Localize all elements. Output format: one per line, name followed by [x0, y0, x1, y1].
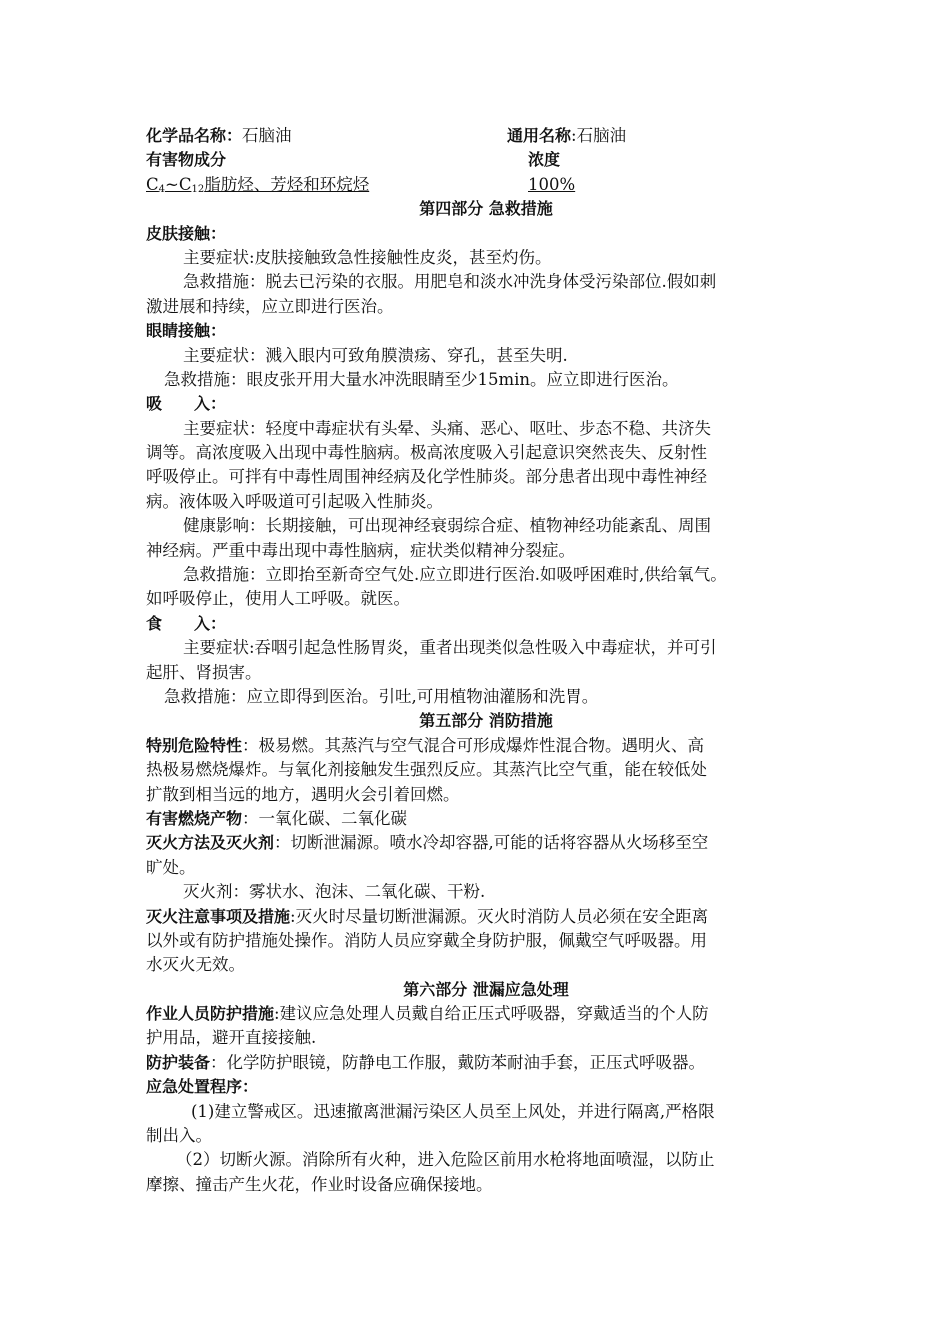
- inhalation-first-aid-line1: 急救措施：立即抬至新奇空气处.应立即进行医治.如吸呼困难时,供给氧气。: [183, 565, 727, 585]
- document-page: [146, 124, 826, 1197]
- personal-protection-label: 作业人员防护措施: [146, 1004, 275, 1024]
- skin-symptoms: 主要症状:皮肤接触致急性接触性皮炎，甚至灼伤。: [183, 247, 552, 267]
- skin-first-aid-line2: 激进展和持续，应立即进行医治。: [146, 296, 394, 316]
- ingestion-first-aid: 急救措施：应立即得到医治。引吐,可用植物油灌肠和洗胃。: [164, 686, 599, 706]
- eye-first-aid: 急救措施：眼皮张开用大量水冲洗眼睛至少15min。应立即进行医治。: [164, 369, 679, 389]
- common-name-value: :石脑油: [571, 126, 627, 145]
- common-name: [507, 124, 626, 148]
- inhalation-symptoms-line3: 呼吸停止。可拌有中毒性周围神经病及化学性肺炎。部分患者出现中毒性神经: [146, 467, 707, 487]
- ingestion-symptoms-line2: 起肝、肾损害。: [146, 662, 262, 682]
- hazard-component-label: 有害物成分: [146, 150, 227, 170]
- concentration-label: 浓度: [528, 150, 561, 170]
- procedure-step2-line1: （2）切断火源。消除所有火种，进入危险区前用水枪将地面喷湿，以防止: [176, 1150, 715, 1170]
- inhalation-label: 吸 入：: [146, 394, 227, 414]
- component-row: [146, 173, 826, 197]
- protective-equipment: 防护装备：化学防护眼镜，防静电工作服，戴防苯耐油手套，正压式呼吸器。: [146, 1052, 706, 1072]
- inhalation-symptoms-line1: 主要症状：轻度中毒症状有头晕、头痛、恶心、呕吐、步态不稳、共济失: [183, 418, 711, 438]
- combustion-products: 有害燃烧产物：一氧化碳、二氧化碳: [146, 808, 408, 828]
- combustion-products-label: 有害燃烧产物: [146, 808, 243, 828]
- eye-contact-label: 眼睛接触：: [146, 321, 227, 341]
- special-hazard-label: 特别危险特性: [146, 735, 243, 755]
- concentration-value: 100%: [528, 174, 576, 194]
- common-name-label: 通用名称: [507, 126, 572, 145]
- protective-equipment-label: 防护装备: [146, 1052, 211, 1072]
- skin-first-aid-line1: 急救措施：脱去已污染的衣服。用肥皂和淡水冲洗身体受污染部位.假如刺: [183, 272, 717, 292]
- personal-protection-line1: 作业人员防护措施:建议应急处理人员戴自给正压式呼吸器，穿戴适当的个人防: [146, 1004, 709, 1024]
- special-hazard-line3: 扩散到相当远的地方，遇明火会引着回燃。: [146, 784, 460, 804]
- chem-name-value: 石脑油: [242, 126, 292, 145]
- skin-contact-label: 皮肤接触：: [146, 223, 227, 243]
- section-5-title: 第五部分 消防措施: [419, 711, 553, 731]
- inhalation-first-aid-line2: 如呼吸停止，使用人工呼吸。就医。: [146, 589, 410, 609]
- procedure-step1-line2: 制出入。: [146, 1126, 212, 1146]
- extinguish-method-label: 灭火方法及灭火剂: [146, 833, 275, 853]
- inhalation-symptoms-line4: 病。液体吸入呼吸道可引起吸入性肺炎。: [146, 491, 443, 511]
- extinguishing-agent: 灭火剂：雾状水、泡沫、二氧化碳、干粉.: [183, 882, 486, 902]
- procedure-step1-line1: (1)建立警戒区。迅速撤离泄漏污染区人员至上风处，并进行隔离,严格限: [191, 1101, 715, 1121]
- fire-notes-line3: 水灭火无效。: [146, 955, 245, 975]
- ingestion-label: 食 入：: [146, 613, 227, 633]
- procedure-step2-line2: 摩擦、撞击产生火花，作业时设备应确保接地。: [146, 1174, 493, 1194]
- special-hazard-line2: 热极易燃烧爆炸。与氧化剂接触发生强烈反应。其蒸汽比空气重，能在较低处: [146, 760, 707, 780]
- extinguish-method-line2: 旷处。: [146, 857, 196, 877]
- component-name: $C_4\sim C_{12}$脂肪烃、芳烃和环烷烃: [146, 174, 370, 195]
- extinguish-method-line1: 灭火方法及灭火剂：切断泄漏源。喷水冷却容器,可能的话将容器从火场移至空: [146, 833, 709, 853]
- hazard-header-row: [146, 148, 826, 172]
- fire-notes-line1: 灭火注意事项及措施:灭火时尽量切断泄漏源。灭火时消防人员必须在安全距离: [146, 906, 709, 926]
- health-effects-line1: 健康影响：长期接触，可出现神经衰弱综合症、植物神经功能紊乱、周围: [183, 516, 711, 536]
- fire-notes-label: 灭火注意事项及措施: [146, 906, 291, 926]
- health-effects-line2: 神经病。严重中毒出现中毒性脑病，症状类似精神分裂症。: [146, 540, 575, 560]
- fire-notes-line2: 以外或有防护措施处操作。消防人员应穿戴全身防护服，佩戴空气呼吸器。用: [146, 930, 707, 950]
- personal-protection-line2: 护用品，避开直接接触.: [146, 1028, 317, 1048]
- eye-symptoms: 主要症状：溅入眼内可致角膜溃疡、穿孔，甚至失明.: [183, 345, 568, 365]
- emergency-procedure-label: 应急处置程序：: [146, 1077, 259, 1097]
- ingestion-symptoms-line1: 主要症状:吞咽引起急性肠胃炎，重者出现类似急性吸入中毒症状，并可引: [183, 638, 717, 658]
- chem-name-label: 化学品名称：: [146, 126, 243, 145]
- special-hazard-line1: 特别危险特性：极易燃。其蒸汽与空气混合可形成爆炸性混合物。遇明火、高: [146, 735, 705, 755]
- chem-name-row: [146, 124, 826, 148]
- inhalation-symptoms-line2: 调等。高浓度吸入出现中毒性脑病。极高浓度吸入引起意识突然丧失、反射性: [146, 443, 707, 463]
- section-4-title: 第四部分 急救措施: [419, 199, 553, 219]
- section-6-title: 第六部分 泄漏应急处理: [403, 979, 569, 999]
